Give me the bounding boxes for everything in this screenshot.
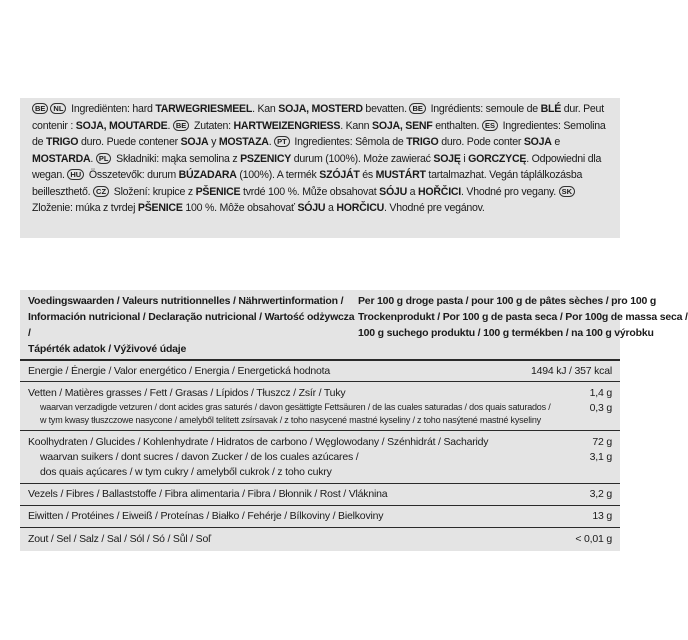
sugars-value: 3,1 g bbox=[589, 451, 612, 463]
nutrition-header-row bbox=[20, 290, 688, 361]
ingredients-hu: Összetevők: durum BÚZADARA (100%). A termék SZÓJÁT és MUSTÁRT tartalmazhat. Vegán táplálkozásba beilleszthető. bbox=[32, 169, 583, 198]
nutrition-header-value: Per 100 g droge pasta / pour 100 g de pâtes sèches / pro 100 g Trockenprodukt / Por 100 g de pasta seca / Por 100g de massa seca / 100 g suchego produktu / 100 g termékben / na 100 g výrobku bbox=[358, 295, 688, 339]
protein-row bbox=[20, 506, 620, 528]
sugars-label: waarvan suikers / dont sucres / davon Zucker / de los cuales azúcares / dos quais açúcares / w tym cukry / amelyből cukrok / z toho cukry bbox=[40, 451, 359, 478]
energy-row bbox=[20, 361, 620, 382]
ingredients-es: Ingredientes: Semolina de TRIGO duro. Puede contener SOJA y MOSTAZA. bbox=[32, 119, 606, 148]
ingredients-pl: Składniki: mąka semolina z PSZENICY durum (100%). Może zawierać SOJĘ i GORCZYCĘ. Odpowiedni dla wegan. bbox=[32, 152, 602, 181]
fibre-label: Vezels / Fibres / Ballaststoffe / Fibra alimentaria / Fibra / Błonnik / Rost / Vláknina bbox=[28, 488, 388, 500]
ingredients-panel bbox=[20, 98, 620, 238]
language-badge-pl: PL bbox=[96, 153, 112, 164]
nutrition-table bbox=[20, 290, 688, 551]
language-badge-cz: CZ bbox=[93, 186, 109, 197]
language-badge-pt: PT bbox=[274, 136, 290, 147]
salt-row bbox=[20, 528, 620, 551]
language-badge-be: BE bbox=[409, 103, 425, 114]
saturated-fat-label: waarvan verzadigde vetzuren / dont acides gras saturés / davon gesättigte Fettsäuren / de las cuales saturadas / dos quais saturados / w tym kwasy tłuszczowe nasycone / amelyből telített zsírsavak / z toho nasycené mastné kyseliny / z toho nasýtené mastné kyseliny bbox=[40, 402, 551, 425]
ingredients-text bbox=[32, 101, 614, 217]
language-badge-hu: HU bbox=[67, 169, 84, 180]
fat-row bbox=[20, 382, 620, 431]
protein-label: Eiwitten / Protéines / Eiweiß / Proteínas / Białko / Fehérje / Bílkoviny / Bielkoviny bbox=[28, 510, 384, 522]
energy-value: 1494 kJ / 357 kcal bbox=[530, 365, 612, 377]
fat-value: 1,4 g bbox=[589, 387, 612, 399]
salt-label: Zout / Sel / Salz / Sal / Sól / Só / Sůl / Soľ bbox=[28, 533, 211, 545]
saturated-fat-value: 0,3 g bbox=[589, 402, 612, 414]
language-badge-nl: NL bbox=[50, 103, 66, 114]
fibre-value: 3,2 g bbox=[589, 488, 612, 500]
energy-label: Energie / Énergie / Valor energético / Energia / Energetická hodnota bbox=[28, 365, 330, 377]
ingredients-sk: Zloženie: múka z tvrdej PŠENICE 100 %. Môže obsahovať SÓJU a HORČICU. Vhodné pre vegánov. bbox=[32, 202, 485, 214]
ingredients-cz: Složení: krupice z PŠENICE tvrdé 100 %. Může obsahovat SÓJU a HOŘČICI. Vhodné pro vegany. bbox=[113, 185, 556, 198]
ingredients-pt: Ingredientes: Sêmola de TRIGO duro. Pode conter SOJA e MOSTARDA. bbox=[32, 136, 561, 165]
language-badge-sk: SK bbox=[559, 186, 575, 197]
carbohydrate-value: 72 g bbox=[592, 436, 612, 448]
carbohydrate-row bbox=[20, 431, 620, 484]
nutrition-header-label: Voedingswaarden / Valeurs nutritionnelles / Nährwertinformation / Información nutricional / Declaração nutricional / Wartość odżywcza / Tápérték adatok / Výživové údaje bbox=[28, 295, 355, 355]
salt-value: < 0,01 g bbox=[575, 533, 612, 545]
fat-label: Vetten / Matières grasses / Fett / Grasas / Lípidos / Tłuszcz / Zsír / Tuky bbox=[28, 387, 346, 399]
ingredients-nl: Ingrediënten: hard TARWEGRIESMEEL. Kan SOJA, MOSTERD bevatten. bbox=[71, 103, 407, 115]
language-badge-be: BE bbox=[32, 103, 48, 114]
protein-value: 13 g bbox=[592, 510, 612, 522]
language-badge-es: ES bbox=[482, 120, 498, 131]
carbohydrate-label: Koolhydraten / Glucides / Kohlenhydrate / Hidratos de carbono / Węglowodany / Szénhidrát / Sacharidy bbox=[28, 436, 489, 448]
ingredients-de: Zutaten: HARTWEIZENGRIESS. Kann SOJA, SENF enthalten. bbox=[193, 119, 480, 132]
ingredients-fr: Ingrédients: semoule de BLÉ dur. Peut contenir : SOJA, MOUTARDE. bbox=[32, 103, 604, 132]
fibre-row bbox=[20, 484, 620, 506]
language-badge-be: BE bbox=[173, 120, 189, 131]
